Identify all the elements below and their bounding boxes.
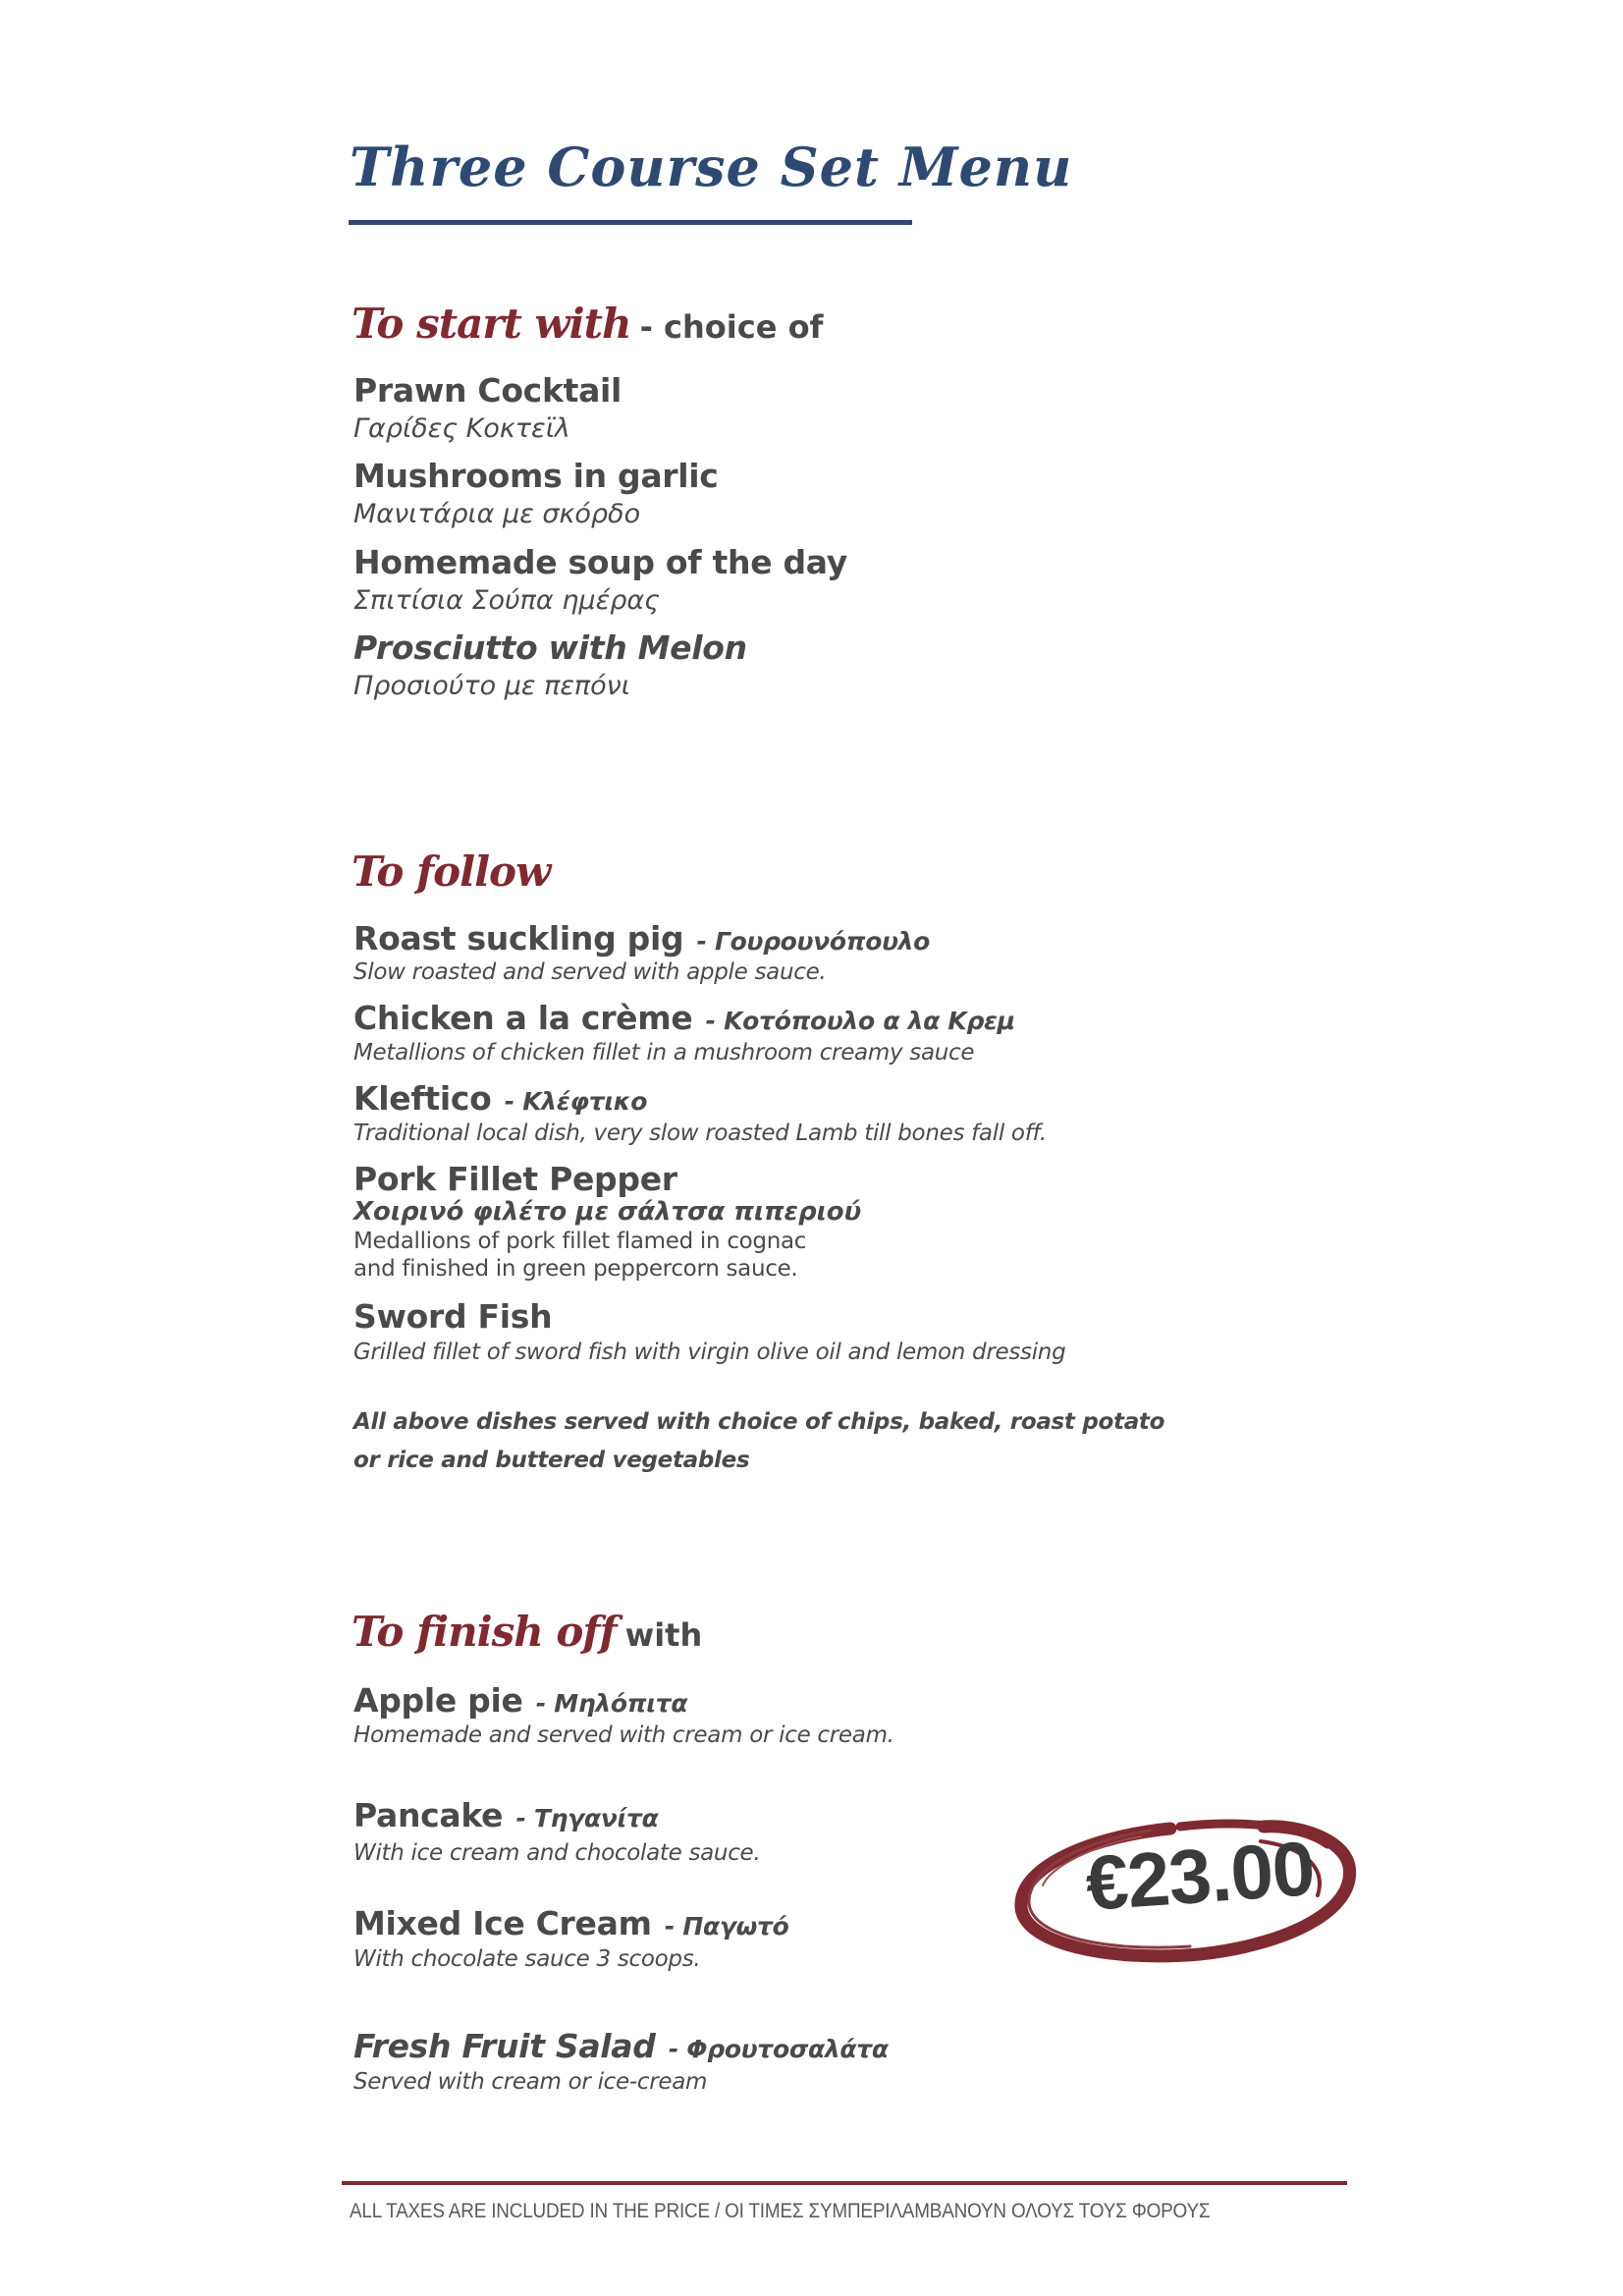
menu-item-greek: Σπιτίσια Σούπα ημέρας — [353, 585, 660, 616]
menu-item-greek: Γαρίδες Κοκτεϊλ — [353, 413, 570, 444]
menu-item-name: Prosciutto with Melon — [353, 629, 747, 667]
footer-divider — [342, 2181, 1347, 2185]
dish-greek: - Φρουτοσαλάτα — [668, 2035, 889, 2063]
section-script-title: To finish off — [352, 1608, 617, 1656]
section-script-title: To follow — [352, 847, 551, 896]
menu-item-name: Mushrooms in garlic — [353, 457, 719, 495]
menu-item-description: Medallions of pork fillet flamed in cognac — [353, 1229, 807, 1254]
menu-item-description: With chocolate sauce 3 scoops. — [353, 1946, 701, 1972]
section-subtitle: - choice of — [639, 308, 824, 346]
dish-greek: - Κοτόπουλο α λα Κρεμ — [705, 1007, 1015, 1035]
title-underline — [349, 220, 912, 225]
menu-item-description: With ice cream and chocolate sauce. — [353, 1840, 761, 1866]
price-value: €23.00 — [1082, 1824, 1318, 1928]
menu-item-description: and finished in green peppercorn sauce. — [353, 1256, 798, 1282]
dish-english: Roast suckling pig — [353, 919, 684, 957]
menu-item-name — [353, 1079, 647, 1121]
menu-item-greek: Προσιούτο με πεπόνι — [353, 671, 630, 701]
dish-greek: - Γουρουνόπουλο — [696, 927, 931, 956]
section-heading-mains — [352, 843, 550, 910]
dish-english: Chicken a la crème — [353, 999, 693, 1037]
dish-greek: - Κλέφτικο — [504, 1087, 648, 1116]
page-title: Three Course Set Menu — [350, 136, 1073, 198]
menu-item-name: Pork Fillet Pepper — [353, 1160, 677, 1198]
menu-item-name — [353, 999, 1015, 1041]
menu-item-description: Grilled fillet of sword fish with virgin olive oil and lemon dressing — [353, 1339, 1066, 1365]
section-heading-desserts — [352, 1603, 702, 1670]
sides-note: All above dishes served with choice of chips, baked, roast potato — [353, 1409, 1165, 1435]
menu-item-name: Prawn Cocktail — [353, 371, 622, 410]
menu-item-greek: Μανιτάρια με σκόρδο — [353, 499, 641, 529]
menu-item-description: Homemade and served with cream or ice cream. — [353, 1722, 894, 1748]
menu-item-name — [353, 1796, 658, 1838]
dish-greek: - Παγωτό — [664, 1912, 789, 1941]
menu-item-description: Slow roasted and served with apple sauce. — [353, 959, 827, 985]
dish-english: Apple pie — [353, 1681, 523, 1720]
sides-note: or rice and buttered vegetables — [353, 1448, 750, 1473]
section-script-title: To start with — [352, 300, 631, 348]
dish-greek: - Τηγανίτα — [515, 1804, 659, 1832]
dish-english: Mixed Ice Cream — [353, 1904, 652, 1942]
price-badge — [1003, 1787, 1377, 1984]
menu-item-name — [353, 1904, 789, 1946]
menu-item-name — [353, 1681, 687, 1723]
menu-item-name — [353, 2027, 889, 2069]
section-heading-starters — [352, 295, 823, 362]
dish-english: Fresh Fruit Salad — [353, 2027, 656, 2065]
dish-greek: - Μηλόπιτα — [535, 1689, 688, 1718]
section-subtitle: with — [624, 1616, 703, 1654]
footer-tax-note: ALL TAXES ARE INCLUDED IN THE PRICE / ΟΙ ΤΙΜΕΣ ΣΥΜΠΕΡΙΛΑΜΒΑΝΟΥΝ ΟΛΟΥΣ ΤΟΥΣ ΦΟΡΟΥΣ — [350, 2200, 1211, 2222]
menu-item-name: Homemade soup of the day — [353, 543, 847, 581]
dish-english: Pancake — [353, 1796, 504, 1834]
menu-item-greek: Χοιρινό φιλέτο με σάλτσα πιπεριού — [353, 1197, 862, 1227]
menu-item-name — [353, 919, 930, 961]
menu-item-name: Sword Fish — [353, 1297, 553, 1336]
menu-item-description: Served with cream or ice-cream — [353, 2069, 708, 2095]
dish-english: Kleftico — [353, 1079, 492, 1118]
menu-item-description: Traditional local dish, very slow roasted Lamb till bones fall off. — [353, 1121, 1047, 1146]
menu-item-description: Metallions of chicken fillet in a mushroom creamy sauce — [353, 1040, 975, 1066]
